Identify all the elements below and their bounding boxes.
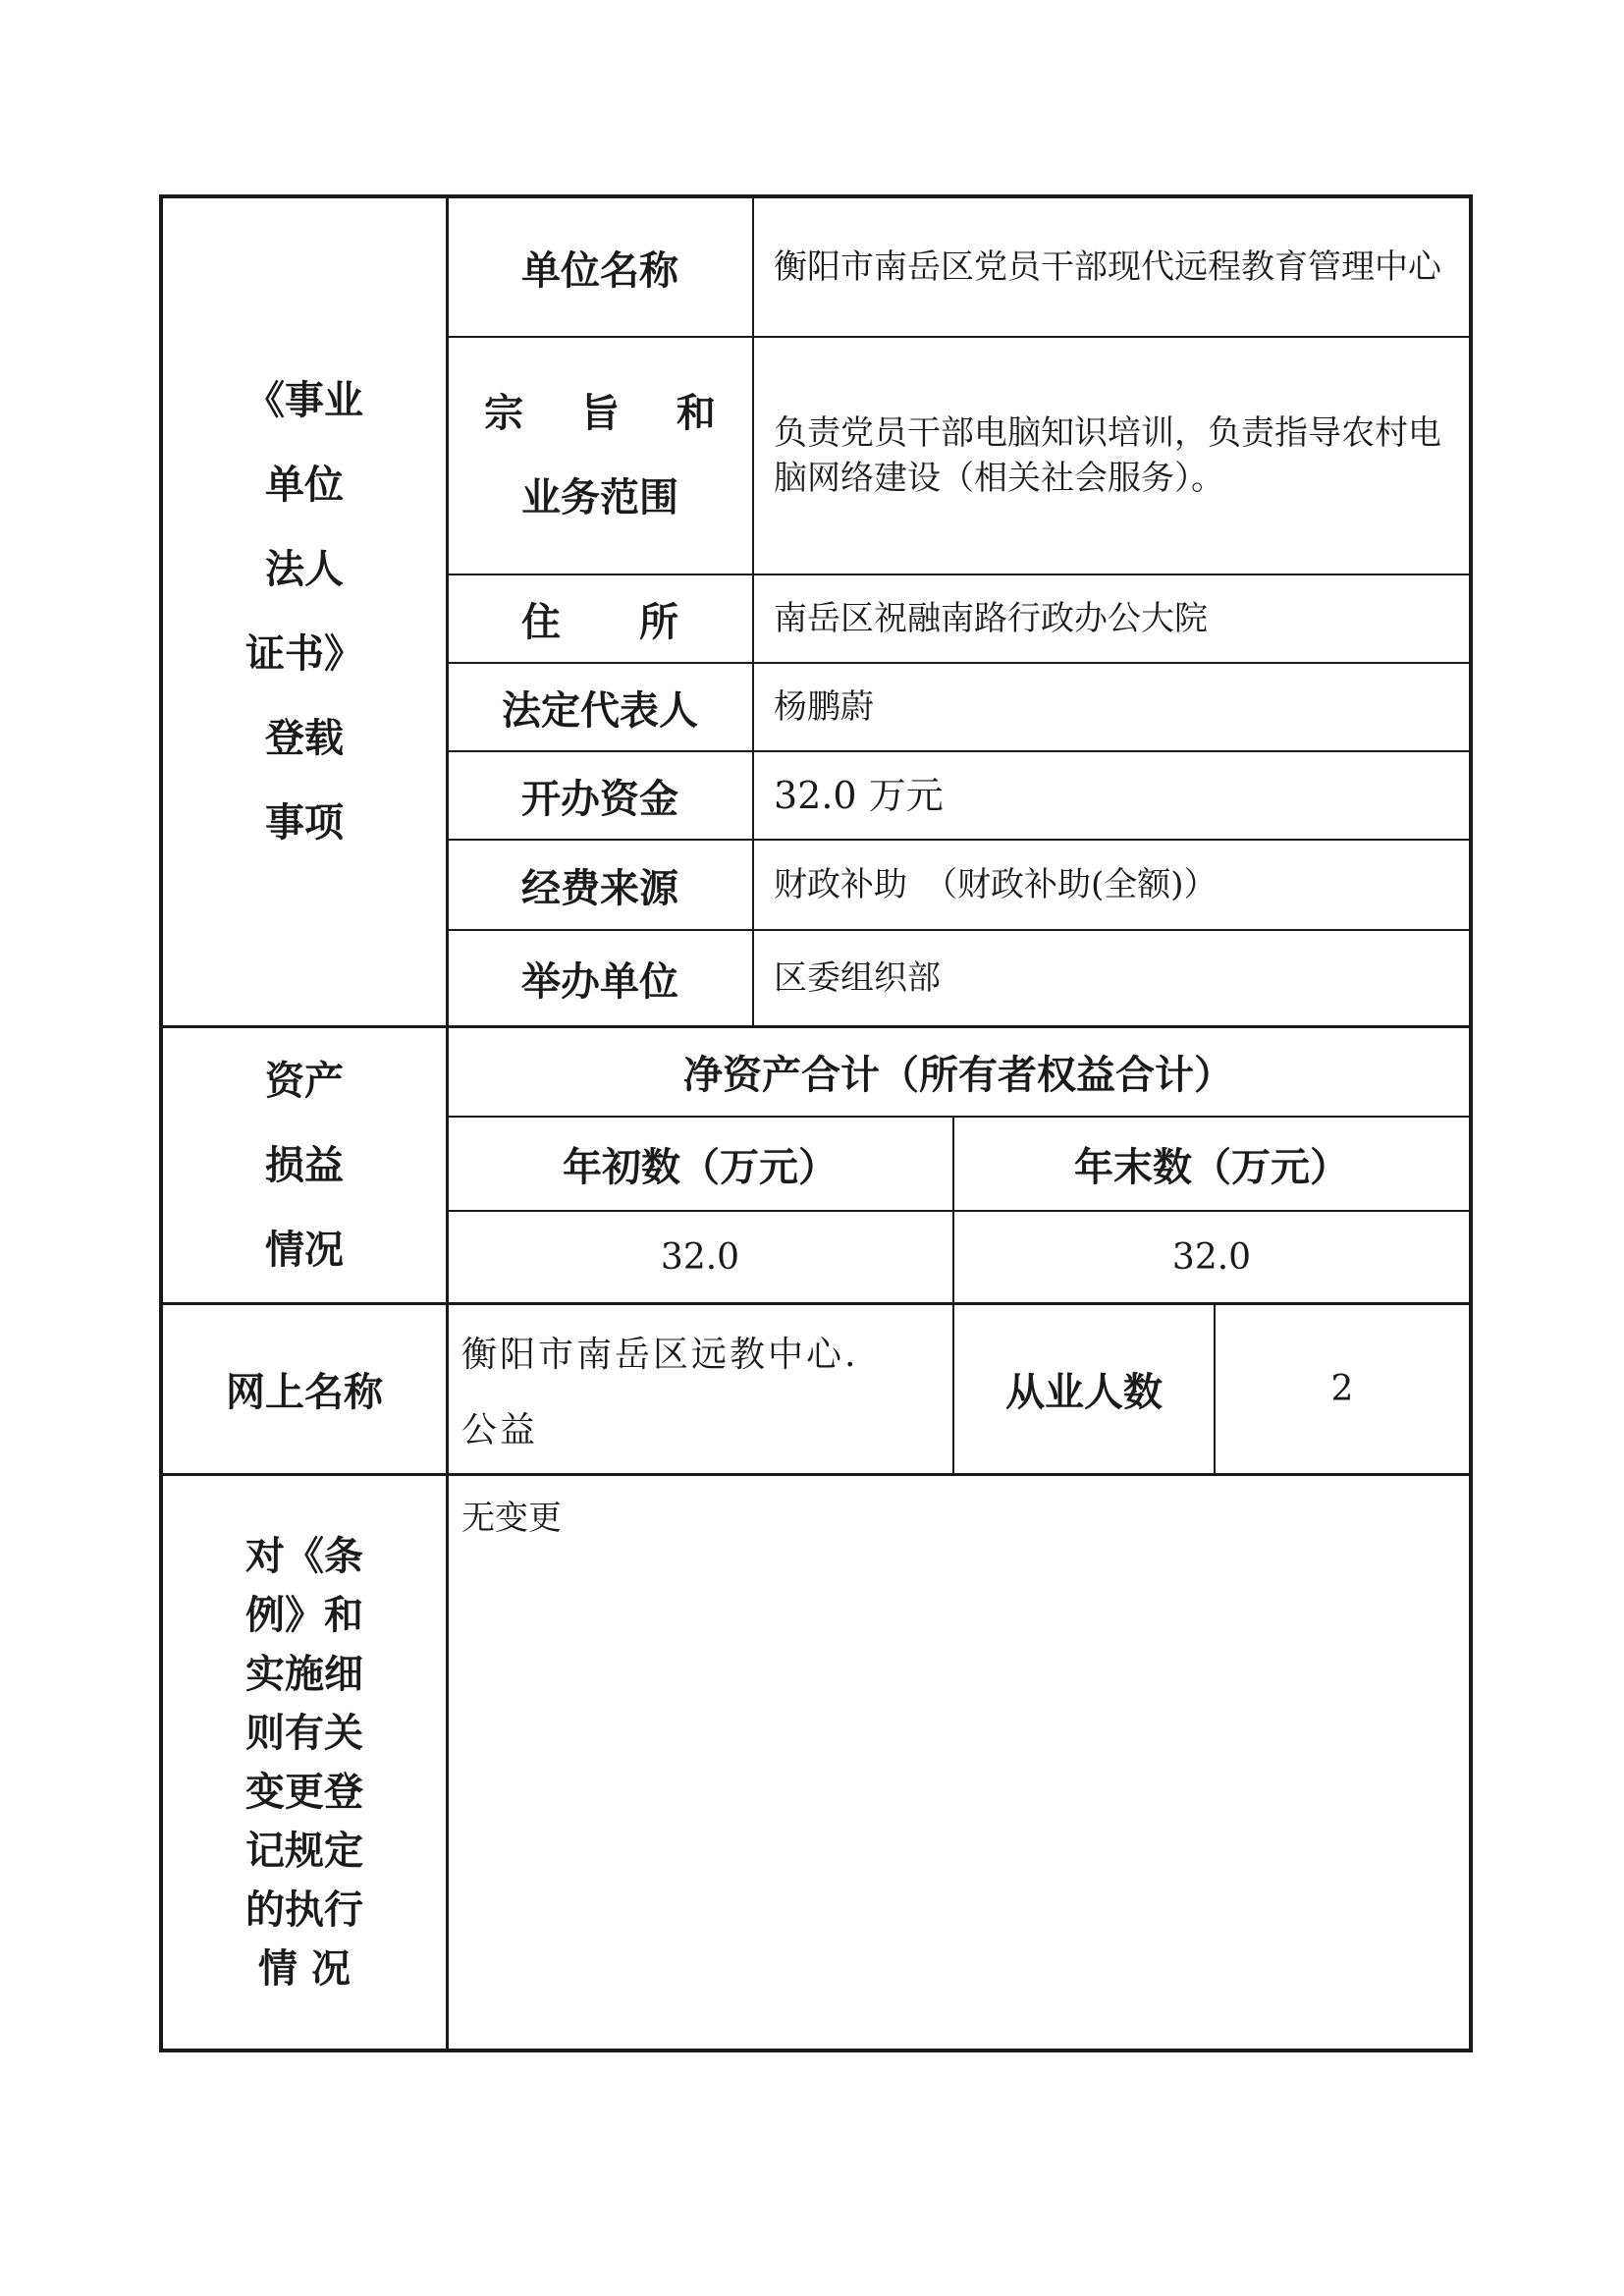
sponsor-unit-value: 区委组织部 bbox=[774, 958, 941, 998]
label-line: 《事业 bbox=[245, 377, 363, 423]
staff-count-label: 从业人数 bbox=[1005, 1369, 1163, 1415]
purpose-scope-value: 负责党员干部电脑知识培训，负责指导农村电脑网络建设（相关社会服务）。 bbox=[774, 413, 1441, 498]
regulation-compliance-label bbox=[163, 1476, 446, 2049]
sponsor-unit-label: 举办单位 bbox=[521, 957, 678, 1005]
registration-form-table bbox=[159, 194, 1473, 2052]
label-line: 对《条 bbox=[245, 1532, 363, 1579]
unit-name-label: 单位名称 bbox=[521, 246, 678, 294]
address-value: 南岳区祝融南路行政办公大院 bbox=[774, 599, 1208, 638]
funding-source-label: 经费来源 bbox=[521, 864, 678, 911]
legal-representative-value: 杨鹏蔚 bbox=[774, 687, 874, 727]
unit-name-value: 衡阳市南岳区党员干部现代远程教育管理中心 bbox=[774, 247, 1441, 287]
address-label: 住 所 bbox=[521, 598, 678, 645]
label-line: 单位 bbox=[265, 462, 344, 508]
label-line: 的执行 bbox=[245, 1886, 363, 1933]
label-line: 登载 bbox=[265, 715, 344, 761]
regulation-compliance-value: 无变更 bbox=[461, 1499, 562, 1538]
net-assets-header: 净资产合计（所有者权益合计） bbox=[683, 1052, 1233, 1098]
initial-capital-value: 32.0 万元 bbox=[774, 774, 944, 817]
purpose-scope-label: 宗 旨 和 业务范围 bbox=[484, 390, 737, 520]
label-line: 实施细 bbox=[245, 1650, 363, 1697]
registration-items-label bbox=[163, 198, 446, 1025]
legal-representative-label: 法定代表人 bbox=[502, 686, 698, 734]
label-line: 变更登 bbox=[245, 1768, 363, 1815]
label-line: 记规定 bbox=[245, 1827, 363, 1874]
online-name-label: 网上名称 bbox=[226, 1369, 383, 1415]
label-line: 资产 bbox=[265, 1057, 344, 1104]
label-line: 法人 bbox=[265, 546, 344, 592]
year-start-header: 年初数（万元） bbox=[563, 1143, 838, 1190]
label-line: 事项 bbox=[265, 799, 344, 846]
assets-profit-loss-label bbox=[163, 1028, 446, 1302]
year-start-value: 32.0 bbox=[660, 1236, 740, 1278]
funding-source-value: 财政补助 （财政补助(全额)） bbox=[774, 865, 1218, 904]
label-line: 证书》 bbox=[245, 630, 363, 677]
initial-capital-label: 开办资金 bbox=[521, 775, 678, 822]
staff-count-value: 2 bbox=[1330, 1369, 1354, 1409]
label-line: 情况 bbox=[265, 1226, 344, 1273]
label-line: 情 况 bbox=[258, 1944, 351, 1992]
label-line: 例》和 bbox=[245, 1591, 363, 1638]
year-end-header: 年末数（万元） bbox=[1074, 1143, 1349, 1190]
online-name-value: 衡阳市南岳区远教中心. 公益 bbox=[461, 1334, 859, 1450]
label-line: 则有关 bbox=[245, 1709, 363, 1756]
year-end-value: 32.0 bbox=[1171, 1236, 1252, 1278]
label-line: 损益 bbox=[265, 1141, 344, 1188]
